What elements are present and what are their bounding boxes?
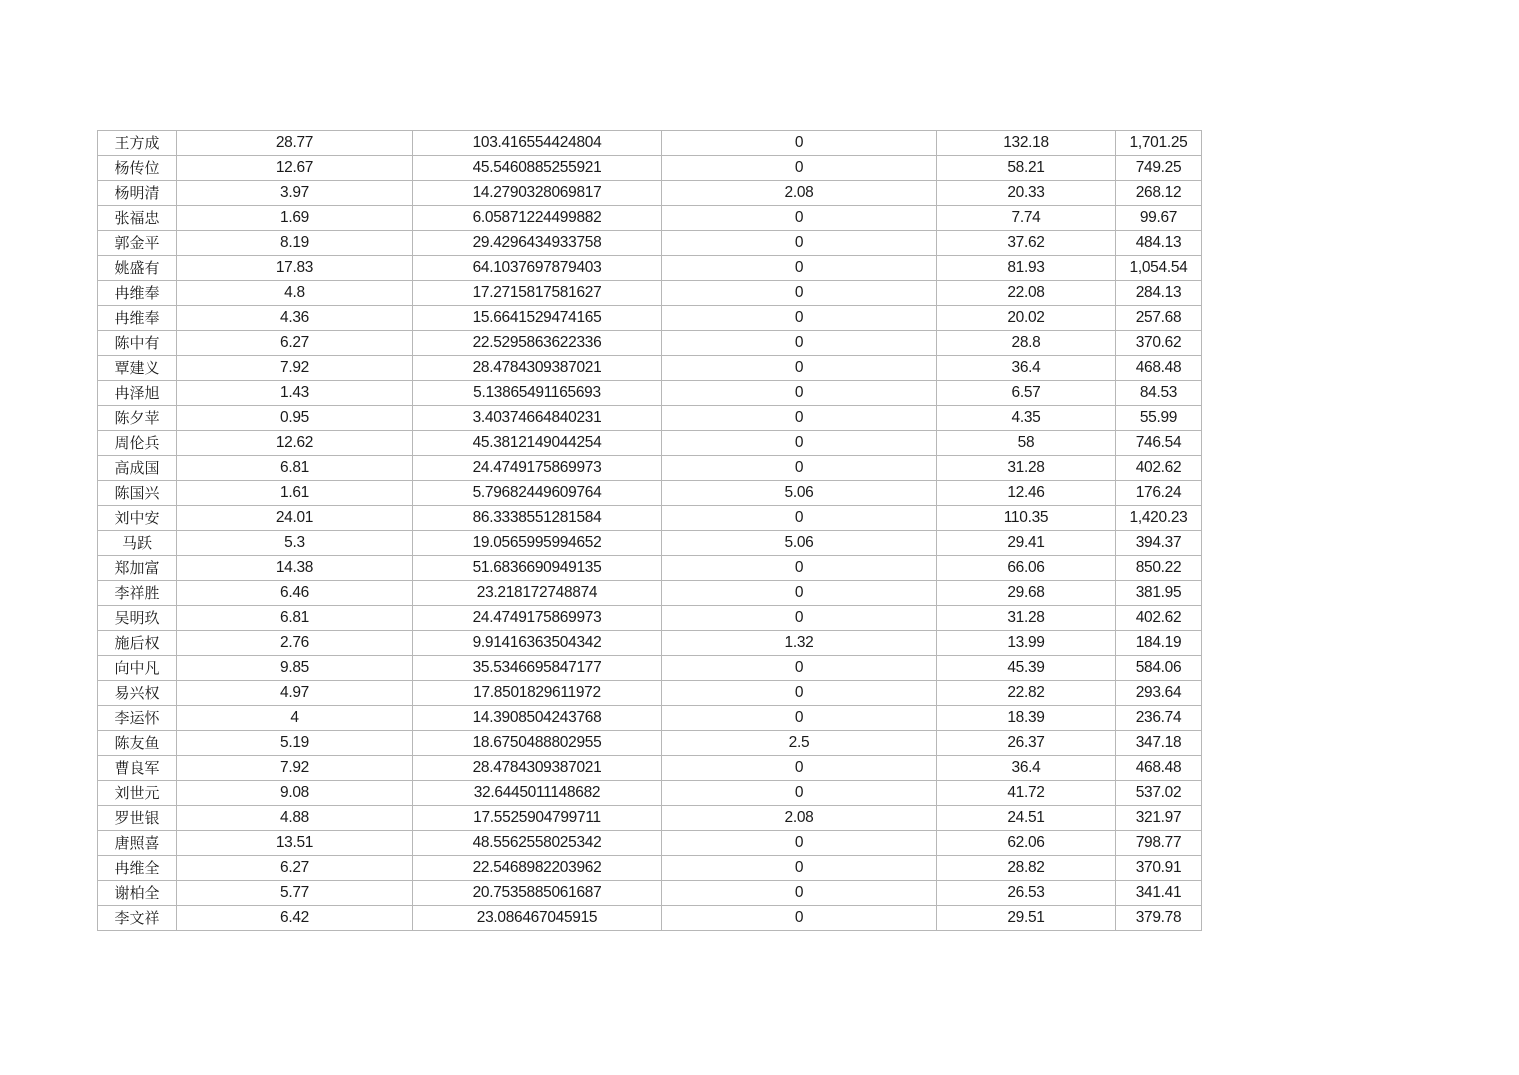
table-row	[98, 456, 1202, 481]
table-row	[98, 231, 1202, 256]
col3-cell: 32.6445011148682	[413, 781, 662, 806]
col5-cell: 4.35	[937, 406, 1116, 431]
table-body	[98, 131, 1202, 931]
col3-cell: 5.79682449609764	[413, 481, 662, 506]
name-cell: 陈中有	[98, 331, 177, 356]
col4-cell: 0	[662, 206, 937, 231]
col5-cell: 13.99	[937, 631, 1116, 656]
col5-cell: 29.41	[937, 531, 1116, 556]
col5-cell: 28.8	[937, 331, 1116, 356]
col3-cell: 24.4749175869973	[413, 606, 662, 631]
col4-cell: 0	[662, 331, 937, 356]
name-cell: 施后权	[98, 631, 177, 656]
col5-cell: 66.06	[937, 556, 1116, 581]
table-row	[98, 156, 1202, 181]
col6-cell: 798.77	[1116, 831, 1202, 856]
col4-cell: 0	[662, 281, 937, 306]
name-cell: 李祥胜	[98, 581, 177, 606]
col2-cell: 4.8	[177, 281, 413, 306]
name-cell: 杨明清	[98, 181, 177, 206]
data-table	[97, 130, 1202, 931]
col3-cell: 6.05871224499882	[413, 206, 662, 231]
table-row	[98, 706, 1202, 731]
col2-cell: 9.85	[177, 656, 413, 681]
col3-cell: 22.5468982203962	[413, 856, 662, 881]
col6-cell: 850.22	[1116, 556, 1202, 581]
col4-cell: 0	[662, 906, 937, 931]
col6-cell: 184.19	[1116, 631, 1202, 656]
col2-cell: 6.81	[177, 456, 413, 481]
table-row	[98, 306, 1202, 331]
name-cell: 张福忠	[98, 206, 177, 231]
col5-cell: 36.4	[937, 756, 1116, 781]
col5-cell: 41.72	[937, 781, 1116, 806]
col5-cell: 28.82	[937, 856, 1116, 881]
name-cell: 冉维奉	[98, 306, 177, 331]
name-cell: 罗世银	[98, 806, 177, 831]
col4-cell: 0	[662, 381, 937, 406]
table-row	[98, 881, 1202, 906]
col2-cell: 5.3	[177, 531, 413, 556]
col6-cell: 284.13	[1116, 281, 1202, 306]
name-cell: 刘世元	[98, 781, 177, 806]
col4-cell: 0	[662, 656, 937, 681]
col5-cell: 45.39	[937, 656, 1116, 681]
col3-cell: 15.6641529474165	[413, 306, 662, 331]
name-cell: 郑加富	[98, 556, 177, 581]
col6-cell: 370.62	[1116, 331, 1202, 356]
name-cell: 冉维奉	[98, 281, 177, 306]
col5-cell: 22.82	[937, 681, 1116, 706]
table-row	[98, 131, 1202, 156]
col4-cell: 0	[662, 881, 937, 906]
col6-cell: 584.06	[1116, 656, 1202, 681]
col6-cell: 1,701.25	[1116, 131, 1202, 156]
col6-cell: 749.25	[1116, 156, 1202, 181]
col3-cell: 28.4784309387021	[413, 356, 662, 381]
col6-cell: 484.13	[1116, 231, 1202, 256]
col3-cell: 18.6750488802955	[413, 731, 662, 756]
col3-cell: 51.6836690949135	[413, 556, 662, 581]
col3-cell: 19.0565995994652	[413, 531, 662, 556]
col3-cell: 48.5562558025342	[413, 831, 662, 856]
name-cell: 周伦兵	[98, 431, 177, 456]
col3-cell: 17.8501829611972	[413, 681, 662, 706]
col3-cell: 14.3908504243768	[413, 706, 662, 731]
col4-cell: 2.08	[662, 806, 937, 831]
table-row	[98, 606, 1202, 631]
table-row	[98, 756, 1202, 781]
table-row	[98, 531, 1202, 556]
table-row	[98, 356, 1202, 381]
col3-cell: 28.4784309387021	[413, 756, 662, 781]
col5-cell: 26.53	[937, 881, 1116, 906]
col5-cell: 20.33	[937, 181, 1116, 206]
col2-cell: 7.92	[177, 356, 413, 381]
table-row	[98, 506, 1202, 531]
col3-cell: 24.4749175869973	[413, 456, 662, 481]
col6-cell: 84.53	[1116, 381, 1202, 406]
name-cell: 唐照喜	[98, 831, 177, 856]
col2-cell: 5.77	[177, 881, 413, 906]
col4-cell: 0	[662, 156, 937, 181]
name-cell: 冉泽旭	[98, 381, 177, 406]
col2-cell: 12.62	[177, 431, 413, 456]
col3-cell: 22.5295863622336	[413, 331, 662, 356]
table-row	[98, 281, 1202, 306]
col3-cell: 45.3812149044254	[413, 431, 662, 456]
col4-cell: 0	[662, 231, 937, 256]
col5-cell: 7.74	[937, 206, 1116, 231]
col2-cell: 3.97	[177, 181, 413, 206]
col5-cell: 6.57	[937, 381, 1116, 406]
name-cell: 向中凡	[98, 656, 177, 681]
col5-cell: 31.28	[937, 456, 1116, 481]
col3-cell: 17.2715817581627	[413, 281, 662, 306]
col2-cell: 8.19	[177, 231, 413, 256]
col2-cell: 6.81	[177, 606, 413, 631]
col5-cell: 22.08	[937, 281, 1116, 306]
col2-cell: 17.83	[177, 256, 413, 281]
table-row	[98, 681, 1202, 706]
name-cell: 谢柏全	[98, 881, 177, 906]
name-cell: 陈国兴	[98, 481, 177, 506]
col5-cell: 58.21	[937, 156, 1116, 181]
table-row	[98, 656, 1202, 681]
name-cell: 高成国	[98, 456, 177, 481]
name-cell: 覃建义	[98, 356, 177, 381]
col4-cell: 0	[662, 856, 937, 881]
name-cell: 李文祥	[98, 906, 177, 931]
col5-cell: 81.93	[937, 256, 1116, 281]
col2-cell: 24.01	[177, 506, 413, 531]
col2-cell: 9.08	[177, 781, 413, 806]
col4-cell: 5.06	[662, 481, 937, 506]
col4-cell: 2.5	[662, 731, 937, 756]
col5-cell: 29.68	[937, 581, 1116, 606]
col6-cell: 268.12	[1116, 181, 1202, 206]
col4-cell: 0	[662, 706, 937, 731]
col3-cell: 35.5346695847177	[413, 656, 662, 681]
table-row	[98, 256, 1202, 281]
col3-cell: 103.416554424804	[413, 131, 662, 156]
col6-cell: 402.62	[1116, 606, 1202, 631]
col6-cell: 746.54	[1116, 431, 1202, 456]
table-row	[98, 331, 1202, 356]
col4-cell: 0	[662, 256, 937, 281]
col6-cell: 402.62	[1116, 456, 1202, 481]
col2-cell: 6.42	[177, 906, 413, 931]
col2-cell: 6.27	[177, 856, 413, 881]
name-cell: 曹良军	[98, 756, 177, 781]
col3-cell: 86.3338551281584	[413, 506, 662, 531]
col3-cell: 23.086467045915	[413, 906, 662, 931]
col5-cell: 29.51	[937, 906, 1116, 931]
col4-cell: 0	[662, 756, 937, 781]
col6-cell: 1,420.23	[1116, 506, 1202, 531]
col3-cell: 29.4296434933758	[413, 231, 662, 256]
name-cell: 马跃	[98, 531, 177, 556]
table-row	[98, 806, 1202, 831]
col5-cell: 36.4	[937, 356, 1116, 381]
col6-cell: 1,054.54	[1116, 256, 1202, 281]
col6-cell: 370.91	[1116, 856, 1202, 881]
name-cell: 冉维全	[98, 856, 177, 881]
table-row	[98, 556, 1202, 581]
col3-cell: 14.2790328069817	[413, 181, 662, 206]
name-cell: 杨传位	[98, 156, 177, 181]
table-row	[98, 856, 1202, 881]
col4-cell: 0	[662, 831, 937, 856]
col6-cell: 176.24	[1116, 481, 1202, 506]
col4-cell: 0	[662, 681, 937, 706]
col2-cell: 4.88	[177, 806, 413, 831]
col2-cell: 14.38	[177, 556, 413, 581]
name-cell: 吴明玖	[98, 606, 177, 631]
col4-cell: 0	[662, 606, 937, 631]
col5-cell: 37.62	[937, 231, 1116, 256]
name-cell: 刘中安	[98, 506, 177, 531]
col5-cell: 31.28	[937, 606, 1116, 631]
table-row	[98, 906, 1202, 931]
col2-cell: 4	[177, 706, 413, 731]
col5-cell: 24.51	[937, 806, 1116, 831]
col3-cell: 17.5525904799711	[413, 806, 662, 831]
col2-cell: 1.69	[177, 206, 413, 231]
col2-cell: 5.19	[177, 731, 413, 756]
col4-cell: 0	[662, 581, 937, 606]
col2-cell: 6.27	[177, 331, 413, 356]
name-cell: 李运怀	[98, 706, 177, 731]
col3-cell: 9.91416363504342	[413, 631, 662, 656]
name-cell: 姚盛有	[98, 256, 177, 281]
col6-cell: 468.48	[1116, 356, 1202, 381]
col2-cell: 4.97	[177, 681, 413, 706]
col6-cell: 537.02	[1116, 781, 1202, 806]
name-cell: 郭金平	[98, 231, 177, 256]
col6-cell: 321.97	[1116, 806, 1202, 831]
table-row	[98, 431, 1202, 456]
col3-cell: 23.218172748874	[413, 581, 662, 606]
col2-cell: 12.67	[177, 156, 413, 181]
col2-cell: 28.77	[177, 131, 413, 156]
table-row	[98, 181, 1202, 206]
col4-cell: 2.08	[662, 181, 937, 206]
col6-cell: 468.48	[1116, 756, 1202, 781]
col4-cell: 0	[662, 356, 937, 381]
col4-cell: 0	[662, 131, 937, 156]
col5-cell: 58	[937, 431, 1116, 456]
col3-cell: 45.5460885255921	[413, 156, 662, 181]
col6-cell: 394.37	[1116, 531, 1202, 556]
col2-cell: 7.92	[177, 756, 413, 781]
col4-cell: 0	[662, 456, 937, 481]
name-cell: 陈夕苹	[98, 406, 177, 431]
table-row	[98, 581, 1202, 606]
col5-cell: 18.39	[937, 706, 1116, 731]
col2-cell: 2.76	[177, 631, 413, 656]
table-row	[98, 781, 1202, 806]
col4-cell: 0	[662, 306, 937, 331]
col3-cell: 20.7535885061687	[413, 881, 662, 906]
col6-cell: 257.68	[1116, 306, 1202, 331]
col3-cell: 64.1037697879403	[413, 256, 662, 281]
col6-cell: 347.18	[1116, 731, 1202, 756]
name-cell: 易兴权	[98, 681, 177, 706]
col4-cell: 5.06	[662, 531, 937, 556]
col6-cell: 379.78	[1116, 906, 1202, 931]
col4-cell: 1.32	[662, 631, 937, 656]
col5-cell: 12.46	[937, 481, 1116, 506]
col4-cell: 0	[662, 556, 937, 581]
col4-cell: 0	[662, 781, 937, 806]
name-cell: 王方成	[98, 131, 177, 156]
col6-cell: 381.95	[1116, 581, 1202, 606]
col6-cell: 341.41	[1116, 881, 1202, 906]
col2-cell: 1.61	[177, 481, 413, 506]
col6-cell: 55.99	[1116, 406, 1202, 431]
col2-cell: 13.51	[177, 831, 413, 856]
col6-cell: 236.74	[1116, 706, 1202, 731]
table-row	[98, 406, 1202, 431]
col3-cell: 3.40374664840231	[413, 406, 662, 431]
col3-cell: 5.13865491165693	[413, 381, 662, 406]
table-row	[98, 731, 1202, 756]
table-row	[98, 206, 1202, 231]
col5-cell: 132.18	[937, 131, 1116, 156]
col4-cell: 0	[662, 506, 937, 531]
col5-cell: 26.37	[937, 731, 1116, 756]
col5-cell: 20.02	[937, 306, 1116, 331]
table-row	[98, 381, 1202, 406]
table-row	[98, 481, 1202, 506]
col2-cell: 0.95	[177, 406, 413, 431]
table-row	[98, 831, 1202, 856]
col5-cell: 110.35	[937, 506, 1116, 531]
col6-cell: 99.67	[1116, 206, 1202, 231]
table-row	[98, 631, 1202, 656]
col4-cell: 0	[662, 406, 937, 431]
col2-cell: 4.36	[177, 306, 413, 331]
col2-cell: 6.46	[177, 581, 413, 606]
col6-cell: 293.64	[1116, 681, 1202, 706]
col2-cell: 1.43	[177, 381, 413, 406]
col5-cell: 62.06	[937, 831, 1116, 856]
col4-cell: 0	[662, 431, 937, 456]
name-cell: 陈友鱼	[98, 731, 177, 756]
